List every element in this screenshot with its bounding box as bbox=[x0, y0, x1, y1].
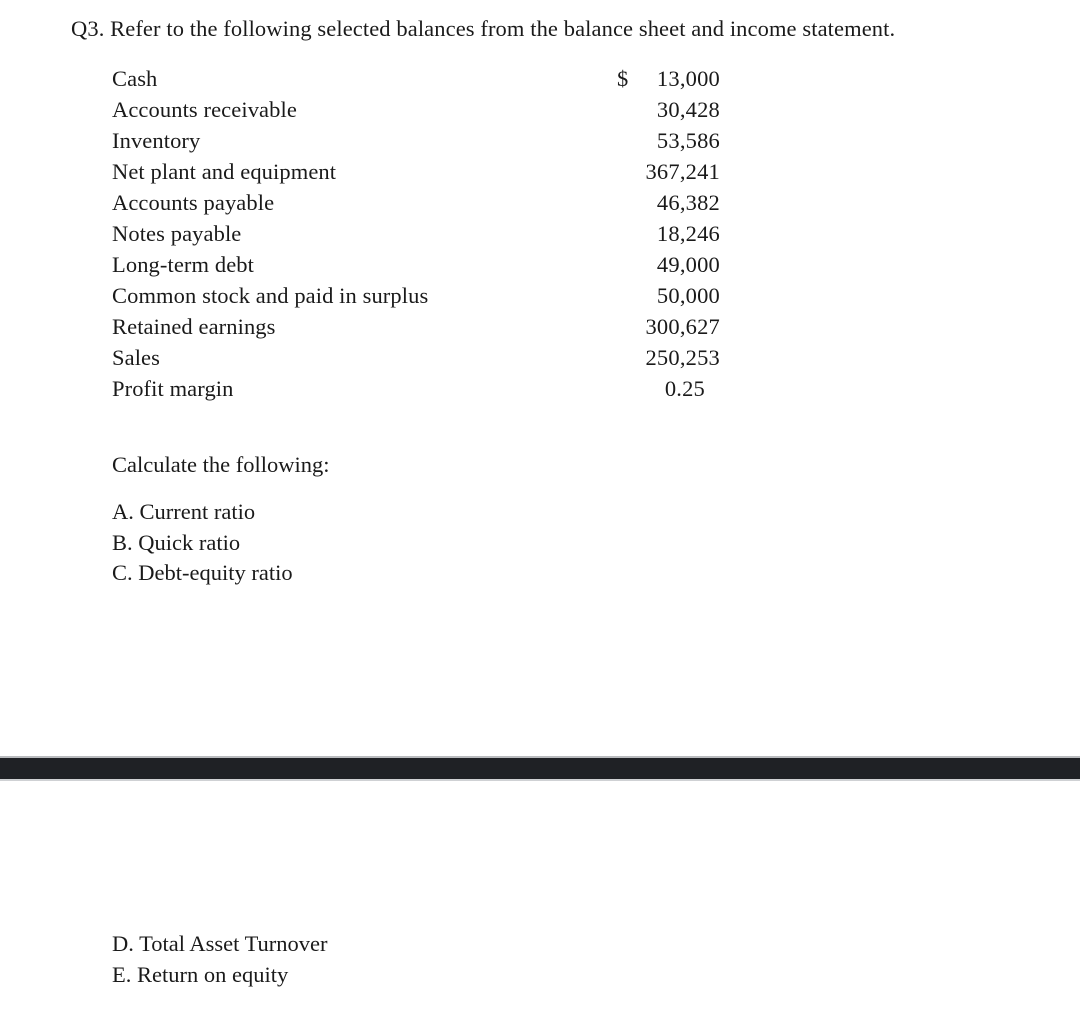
list-item: E. Return on equity bbox=[112, 962, 289, 987]
table-row bbox=[112, 342, 722, 373]
calculate-item-list bbox=[112, 497, 329, 589]
table-row bbox=[112, 125, 722, 156]
row-value: 0.25 bbox=[664, 376, 705, 401]
row-label: Cash bbox=[112, 66, 158, 91]
row-label: Accounts payable bbox=[112, 190, 275, 215]
row-value: 367,241 bbox=[645, 159, 720, 184]
row-label: Retained earnings bbox=[112, 314, 276, 339]
separator-bar bbox=[0, 758, 1080, 779]
row-value: 53,586 bbox=[656, 128, 720, 153]
bottom-section bbox=[112, 928, 328, 990]
row-value: 18,246 bbox=[656, 221, 720, 246]
table-row bbox=[112, 249, 722, 280]
separator-bar-bottom-edge bbox=[0, 779, 1080, 781]
row-label: Long-term debt bbox=[112, 252, 254, 277]
currency-symbol: $ bbox=[617, 66, 629, 91]
row-value: 49,000 bbox=[656, 252, 720, 277]
list-item: D. Total Asset Turnover bbox=[112, 931, 328, 956]
table-row bbox=[112, 94, 722, 125]
table-row bbox=[112, 218, 722, 249]
row-value: 13,000 bbox=[656, 66, 720, 91]
row-label: Inventory bbox=[112, 128, 201, 153]
table-row bbox=[112, 63, 722, 94]
row-value: 30,428 bbox=[656, 97, 720, 122]
bottom-item-list bbox=[112, 928, 328, 990]
list-item: C. Debt-equity ratio bbox=[112, 560, 293, 585]
list-item: B. Quick ratio bbox=[112, 529, 241, 555]
row-value: 250,253 bbox=[645, 345, 720, 370]
row-value: 46,382 bbox=[656, 190, 720, 215]
row-label: Common stock and paid in surplus bbox=[112, 283, 429, 308]
balance-sheet-table bbox=[112, 63, 722, 404]
calculate-section bbox=[112, 449, 329, 589]
table-row bbox=[112, 187, 722, 218]
row-label: Profit margin bbox=[112, 376, 234, 401]
row-value: 50,000 bbox=[656, 283, 720, 308]
row-label: Net plant and equipment bbox=[112, 159, 337, 184]
table-row bbox=[112, 373, 722, 404]
table-row bbox=[112, 311, 722, 342]
row-label: Sales bbox=[112, 345, 160, 370]
row-label: Notes payable bbox=[112, 221, 242, 246]
list-item: A. Current ratio bbox=[112, 499, 256, 524]
row-label: Accounts receivable bbox=[112, 97, 297, 122]
table-row bbox=[112, 156, 722, 187]
calculate-prompt: Calculate the following: bbox=[112, 452, 330, 477]
row-value: 300,627 bbox=[645, 314, 720, 339]
page-title: Q3. Refer to the following selected balances from the balance sheet and income statement. bbox=[71, 16, 896, 41]
table-row bbox=[112, 280, 722, 311]
